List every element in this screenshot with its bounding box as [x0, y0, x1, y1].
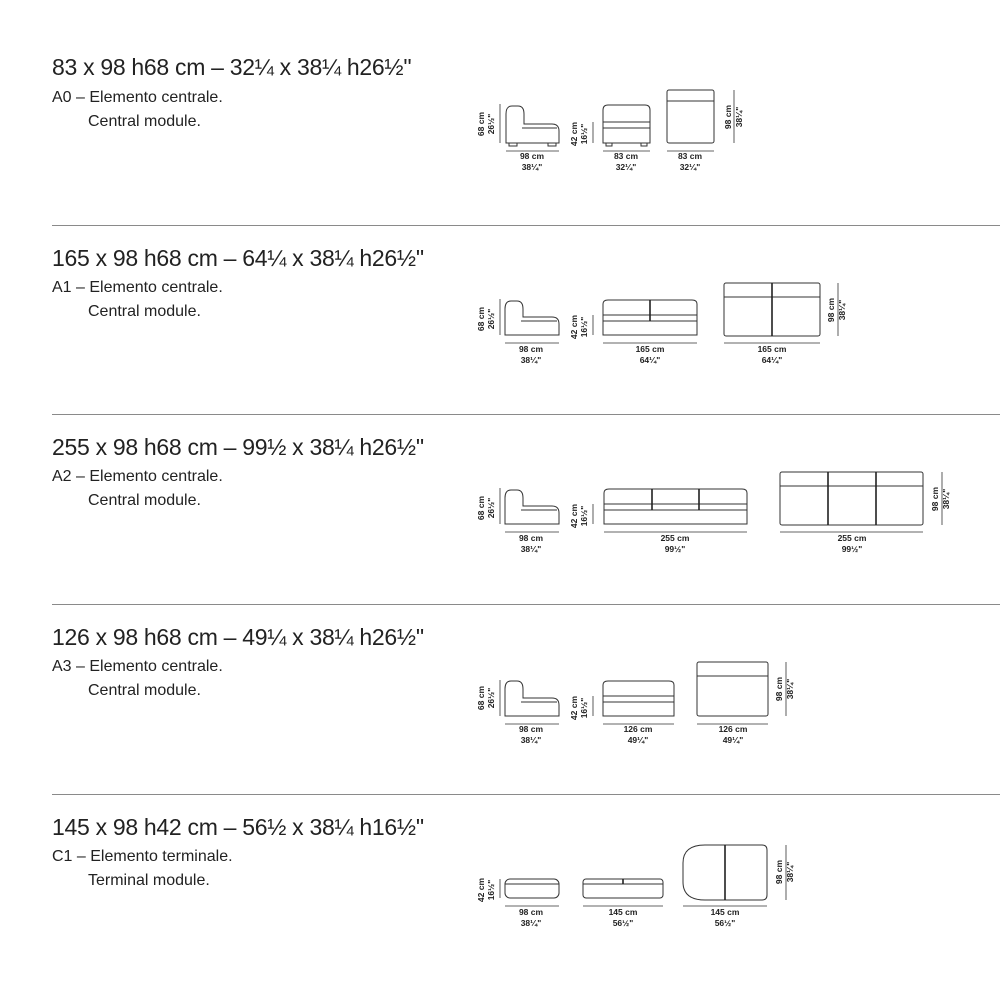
product-dimensions-title: 126 x 98 h68 cm – 49¼ x 38¼ h26½''	[52, 624, 424, 650]
plan-view-drawing	[683, 845, 795, 928]
plan-depth-in-label: 38¼"	[941, 488, 951, 510]
plan-depth-in-label: 38¼"	[734, 106, 744, 128]
plan-view-drawing	[780, 472, 951, 554]
product-section-a1	[0, 225, 1000, 415]
front-width-in-label: 32¼"	[615, 162, 637, 172]
plan-view-drawing	[667, 90, 744, 172]
product-dimensions-title: 165 x 98 h68 cm – 64¼ x 38¼ h26½''	[52, 245, 424, 271]
side-height-cm-label: 68 cm	[476, 685, 486, 711]
product-dimensions-title: 255 x 98 h68 cm – 99½ x 38¼ h26½''	[52, 434, 424, 460]
seat-height-in-label: 16½"	[579, 123, 589, 145]
side-height-cm-label: 68 cm	[476, 306, 486, 332]
front-view-drawing	[569, 489, 747, 554]
plan-width-in-label: 32¼"	[679, 162, 701, 172]
plan-width-cm-label: 126 cm	[718, 724, 748, 734]
side-width-in-label: 38¼"	[520, 918, 542, 928]
side-view-drawing	[476, 104, 559, 172]
plan-width-in-label: 99½"	[841, 544, 863, 554]
plan-depth-in-label: 38¼"	[837, 299, 847, 321]
seat-height-cm-label: 42 cm	[569, 695, 579, 721]
front-width-in-label: 49¼"	[627, 735, 649, 745]
product-section-a3	[0, 604, 1000, 794]
module-code-italian: A1 – Elemento centrale.	[52, 279, 223, 296]
technical-drawings	[0, 604, 1000, 794]
product-section-a0	[0, 0, 1000, 190]
module-code-italian: A0 – Elemento centrale.	[52, 89, 223, 106]
front-width-cm-label: 145 cm	[608, 907, 638, 917]
module-code-italian: A2 – Elemento centrale.	[52, 468, 223, 485]
module-name-english: Central module.	[88, 492, 201, 509]
plan-width-in-label: 56½"	[714, 918, 736, 928]
plan-width-cm-label: 83 cm	[677, 151, 703, 161]
seat-height-in-label: 16½"	[579, 697, 589, 719]
module-name-english: Central module.	[88, 113, 201, 130]
plan-depth-cm-label: 98 cm	[723, 104, 733, 130]
plan-depth-cm-label: 98 cm	[930, 486, 940, 512]
front-view-drawing	[569, 105, 650, 172]
plan-depth-cm-label: 98 cm	[774, 859, 784, 885]
plan-depth-cm-label: 98 cm	[774, 676, 784, 702]
technical-drawings	[0, 414, 1000, 604]
side-view-drawing	[476, 488, 559, 554]
side-width-cm-label: 98 cm	[518, 533, 544, 543]
side-width-in-label: 38¼"	[520, 355, 542, 365]
front-width-cm-label: 255 cm	[660, 533, 690, 543]
module-name-english: Central module.	[88, 303, 201, 320]
module-name-english: Central module.	[88, 682, 201, 699]
side-height-in-label: 26½"	[486, 308, 496, 330]
product-section-a2	[0, 414, 1000, 604]
side-height-cm-label: 68 cm	[476, 495, 486, 521]
technical-drawings	[0, 794, 1000, 984]
technical-drawings	[0, 0, 1000, 190]
technical-drawings	[0, 225, 1000, 415]
plan-width-cm-label: 165 cm	[757, 344, 787, 354]
seat-height-in-label: 16½"	[579, 505, 589, 527]
side-width-in-label: 38¼"	[520, 735, 542, 745]
plan-width-in-label: 49¼"	[722, 735, 744, 745]
seat-height-cm-label: 42 cm	[569, 121, 579, 147]
front-view-drawing	[569, 681, 674, 745]
module-code-italian: C1 – Elemento terminale.	[52, 848, 233, 865]
plan-depth-in-label: 38¼"	[785, 678, 795, 700]
seat-height-cm-label: 42 cm	[569, 314, 579, 340]
side-width-in-label: 38¼"	[521, 162, 543, 172]
front-view-drawing	[569, 300, 697, 365]
front-width-in-label: 99½"	[664, 544, 686, 554]
plan-width-cm-label: 145 cm	[710, 907, 740, 917]
side-view-drawing	[476, 299, 559, 365]
side-height-in-label: 26½"	[486, 113, 496, 135]
module-code-italian: A3 – Elemento centrale.	[52, 658, 223, 675]
plan-view-drawing	[724, 283, 847, 365]
seat-height-cm-label: 42 cm	[569, 503, 579, 529]
front-width-in-label: 56½"	[612, 918, 634, 928]
plan-view-drawing	[697, 662, 795, 745]
side-width-cm-label: 98 cm	[518, 907, 544, 917]
front-width-cm-label: 126 cm	[623, 724, 653, 734]
side-view-drawing	[476, 680, 559, 745]
front-width-cm-label: 165 cm	[635, 344, 665, 354]
product-dimensions-title: 83 x 98 h68 cm – 32¼ x 38¼ h26½''	[52, 54, 412, 80]
plan-width-in-label: 64¼"	[761, 355, 783, 365]
plan-depth-cm-label: 98 cm	[826, 297, 836, 323]
front-width-cm-label: 83 cm	[613, 151, 639, 161]
side-height-cm-label: 68 cm	[476, 111, 486, 137]
seat-height-in-label: 16½"	[486, 879, 496, 901]
product-dimensions-title: 145 x 98 h42 cm – 56½ x 38¼ h16½''	[52, 814, 424, 840]
seat-height-in-label: 16½"	[579, 316, 589, 338]
side-width-cm-label: 98 cm	[519, 151, 545, 161]
plan-width-cm-label: 255 cm	[837, 533, 867, 543]
module-name-english: Terminal module.	[88, 872, 210, 889]
side-height-in-label: 26½"	[486, 497, 496, 519]
product-section-c1	[0, 794, 1000, 984]
front-view-drawing	[583, 879, 663, 928]
side-width-cm-label: 98 cm	[518, 344, 544, 354]
seat-height-cm-label: 42 cm	[476, 877, 486, 903]
side-height-in-label: 26½"	[486, 687, 496, 709]
side-width-in-label: 38¼"	[520, 544, 542, 554]
front-width-in-label: 64¼"	[639, 355, 661, 365]
side-width-cm-label: 98 cm	[518, 724, 544, 734]
side-view-drawing	[476, 878, 559, 928]
plan-depth-in-label: 38¼"	[785, 861, 795, 883]
